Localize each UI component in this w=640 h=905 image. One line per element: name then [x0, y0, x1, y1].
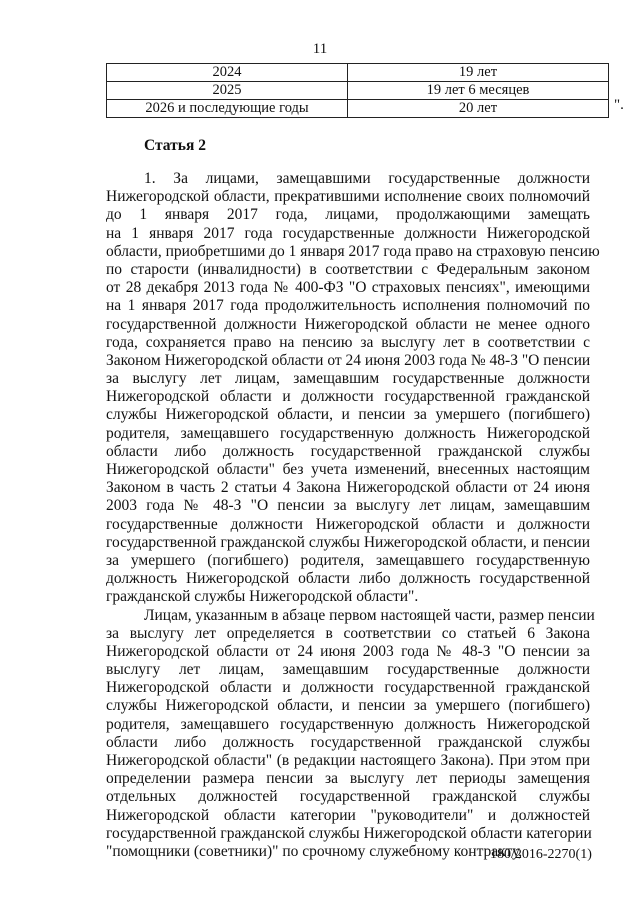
- paragraph-line: за выслугу лет лицам, замещавшим государственные должности: [106, 370, 590, 388]
- table-row: [107, 100, 609, 118]
- table-cell-term: 19 лет 6 месяцев: [348, 82, 609, 100]
- paragraph-line: от 28 декабря 2013 года № 400-ФЗ "О страховых пенсиях", имеющими: [106, 279, 590, 297]
- paragraph-line: Нижегородской области и должности государственной гражданской: [106, 679, 590, 697]
- paragraph-line: гражданской службы Нижегородской области".: [106, 588, 419, 606]
- paragraph-line: службы Нижегородской области, и пенсии за умершего (погибшего): [106, 406, 590, 424]
- paragraph-line: службы Нижегородской области, и пенсии за умершего (погибшего): [106, 697, 590, 715]
- paragraph-line: Нижегородской области от 24 июня 2003 года № 48-З "О пенсии за: [106, 642, 590, 660]
- paragraph-line: государственной должности Нижегородской области не менее одного: [106, 315, 590, 333]
- paragraph-line: области либо должность государственной гражданской службы: [106, 733, 590, 751]
- paragraph-line: государственной гражданской службы Нижегородской области категории: [106, 824, 592, 842]
- table-cell-term: 20 лет: [348, 100, 609, 118]
- paragraph-line: на 1 января 2017 года продолжительность исполнения полномочий по: [106, 297, 590, 315]
- paragraph-line: государственной гражданской службы Нижегородской области, и пенсии: [106, 533, 590, 551]
- page-number: 11: [312, 41, 328, 57]
- paragraph-line: Нижегородской области, прекратившими исполнение своих полномочий: [106, 188, 590, 206]
- paragraph-line: "помощники (советники)" по срочному служебному контракту,: [106, 842, 523, 860]
- paragraph-line: Нижегородской области" без учета изменений, внесенных настоящим: [106, 461, 590, 478]
- paragraph-line: Лицам, указанным в абзаце первом настоящей части, размер пенсии: [144, 606, 595, 624]
- paragraph-line: на 1 января 2017 года государственные должности Нижегородской: [106, 224, 590, 242]
- article-body: [106, 170, 600, 861]
- paragraph-line: Законом в часть 2 статьи 4 Закона Нижегородской области от 24 июня: [106, 479, 590, 497]
- paragraph-line: выслугу лет лицам, замещавшим государственные должности: [106, 661, 590, 679]
- paragraph-line: года, сохраняется право на пенсию за выслугу лет в соответствии с: [106, 333, 590, 351]
- paragraph-line: отдельных должностей государственной гражданской службы: [106, 788, 590, 806]
- paragraph-line: родителя, замещавшего государственную должность Нижегородской: [106, 424, 590, 442]
- paragraph-line: должность Нижегородской области либо должность государственной: [106, 570, 590, 588]
- paragraph-line: Законом Нижегородской области от 24 июня 2003 года № 48-З "О пенсии: [106, 351, 591, 369]
- paragraph-line: за выслугу лет определяется в соответствии со статьей 6 Закона: [106, 624, 590, 642]
- document-code: 180/2016-2270(1): [490, 847, 592, 862]
- paragraph-line: Нижегородской области" (в редакции настоящего Закона). При этом при: [106, 752, 590, 769]
- closing-quote-mark: ".: [614, 97, 624, 113]
- paragraph-line: родителя, замещавшего государственную должность Нижегородской: [106, 715, 590, 733]
- paragraph-line: по старости (инвалидности) в соответствии с Федеральным законом: [106, 260, 590, 278]
- article-heading: Статья 2: [144, 137, 206, 154]
- pension-term-table: [106, 63, 609, 118]
- paragraph-line: до 1 января 2017 года, лицами, продолжающими замещать: [106, 206, 590, 224]
- table-row: [107, 82, 609, 100]
- table-cell-term: 19 лет: [348, 64, 609, 82]
- paragraph-line: Нижегородской области категории "руководители" и должностей: [106, 806, 590, 824]
- table-cell-period: 2026 и последующие годы: [107, 100, 348, 118]
- table-cell-period: 2025: [107, 82, 348, 100]
- paragraph-line: 2003 года № 48-З "О пенсии за выслугу лет лицам, замещавшим: [106, 497, 590, 515]
- paragraph-line: Нижегородской области и должности государственной гражданской: [106, 388, 590, 406]
- table-cell-period: 2024: [107, 64, 348, 82]
- paragraph-line: государственные должности Нижегородской области и должности: [106, 515, 590, 533]
- paragraph-line: за умершего (погибшего) родителя, замещавшего государственную: [106, 551, 590, 569]
- paragraph-line: определении размера пенсии за выслугу лет периоды замещения: [106, 770, 590, 788]
- table-row: [107, 64, 609, 82]
- paragraph-line: области, приобретшими до 1 января 2017 года право на страховую пенсию: [106, 242, 600, 260]
- paragraph-line: области либо должность государственной гражданской службы: [106, 442, 590, 460]
- paragraph-line: 1. За лицами, замещавшими государственные должности: [144, 170, 590, 187]
